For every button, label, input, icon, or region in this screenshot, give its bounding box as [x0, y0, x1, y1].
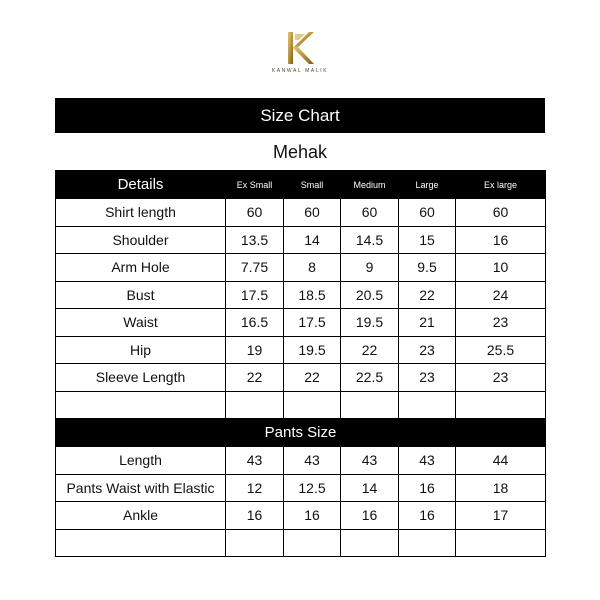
brand-name: KANWAL MALIK — [271, 68, 329, 74]
size-value-cell: 19.5 — [341, 309, 399, 337]
pants-section-row — [56, 419, 546, 447]
row-label: Pants Waist with Elastic — [56, 474, 226, 502]
size-value-cell: 16 — [284, 502, 341, 530]
empty-cell — [456, 529, 546, 557]
size-value-cell: 18 — [456, 474, 546, 502]
size-value-cell: 22 — [341, 336, 399, 364]
size-value-cell: 16 — [226, 502, 284, 530]
size-value-cell: 21 — [399, 309, 456, 337]
empty-row — [56, 391, 546, 419]
row-label: Ankle — [56, 502, 226, 530]
row-label: Hip — [56, 336, 226, 364]
size-value-cell: 9.5 — [399, 254, 456, 282]
row-label: Arm Hole — [56, 254, 226, 282]
size-value-cell: 23 — [456, 364, 546, 392]
size-header-large: Large — [399, 171, 456, 199]
size-value-cell: 17.5 — [226, 281, 284, 309]
size-value-cell: 19 — [226, 336, 284, 364]
size-value-cell: 16 — [456, 226, 546, 254]
size-value-cell: 14 — [341, 474, 399, 502]
size-value-cell: 25.5 — [456, 336, 546, 364]
empty-cell — [341, 391, 399, 419]
product-name: Mehak — [272, 142, 328, 162]
row-label: Sleeve Length — [56, 364, 226, 392]
table-row — [56, 474, 546, 502]
size-value-cell: 22.5 — [341, 364, 399, 392]
size-value-cell: 60 — [399, 199, 456, 227]
size-value-cell: 16 — [341, 502, 399, 530]
size-value-cell: 17 — [456, 502, 546, 530]
size-header-medium: Medium — [341, 171, 399, 199]
size-value-cell: 20.5 — [341, 281, 399, 309]
row-label: Shirt length — [56, 199, 226, 227]
size-value-cell: 19.5 — [284, 336, 341, 364]
size-value-cell: 13.5 — [226, 226, 284, 254]
empty-cell — [456, 391, 546, 419]
row-label: Waist — [56, 309, 226, 337]
size-value-cell: 43 — [341, 447, 399, 475]
size-value-cell: 17.5 — [284, 309, 341, 337]
row-label: Bust — [56, 281, 226, 309]
table-row — [56, 281, 546, 309]
size-value-cell: 43 — [399, 447, 456, 475]
header-row — [56, 171, 546, 199]
empty-cell — [284, 391, 341, 419]
size-value-cell: 16 — [399, 502, 456, 530]
empty-cell — [56, 391, 226, 419]
size-value-cell: 22 — [399, 281, 456, 309]
size-value-cell: 12 — [226, 474, 284, 502]
empty-row — [56, 529, 546, 557]
size-value-cell: 60 — [456, 199, 546, 227]
size-value-cell: 23 — [456, 309, 546, 337]
size-value-cell: 43 — [284, 447, 341, 475]
details-header: Details — [56, 171, 226, 199]
size-value-cell: 24 — [456, 281, 546, 309]
table-row — [56, 199, 546, 227]
empty-cell — [399, 391, 456, 419]
empty-cell — [226, 529, 284, 557]
empty-cell — [284, 529, 341, 557]
empty-cell — [341, 529, 399, 557]
size-value-cell: 60 — [284, 199, 341, 227]
k-monogram-icon — [285, 30, 315, 66]
size-value-cell: 15 — [399, 226, 456, 254]
empty-cell — [56, 529, 226, 557]
empty-cell — [226, 391, 284, 419]
size-value-cell: 10 — [456, 254, 546, 282]
size-value-cell: 9 — [341, 254, 399, 282]
size-value-cell: 23 — [399, 364, 456, 392]
size-value-cell: 14 — [284, 226, 341, 254]
size-value-cell: 44 — [456, 447, 546, 475]
size-value-cell: 43 — [226, 447, 284, 475]
table-row — [56, 254, 546, 282]
size-header-ex-small: Ex Small — [226, 171, 284, 199]
table-row — [56, 226, 546, 254]
size-value-cell: 16.5 — [226, 309, 284, 337]
pants-size-heading: Pants Size — [56, 419, 546, 447]
table-row — [56, 309, 546, 337]
size-value-cell: 12.5 — [284, 474, 341, 502]
empty-cell — [399, 529, 456, 557]
size-header-ex-large: Ex large — [456, 171, 546, 199]
table-row — [56, 502, 546, 530]
table-row — [56, 364, 546, 392]
size-chart-title: Size Chart — [55, 98, 545, 133]
size-value-cell: 22 — [226, 364, 284, 392]
size-value-cell: 7.75 — [226, 254, 284, 282]
row-label: Length — [56, 447, 226, 475]
table-row — [56, 447, 546, 475]
size-value-cell: 60 — [226, 199, 284, 227]
size-value-cell: 18.5 — [284, 281, 341, 309]
brand-logo — [270, 30, 330, 80]
size-value-cell: 8 — [284, 254, 341, 282]
size-chart-table — [55, 170, 546, 557]
size-value-cell: 16 — [399, 474, 456, 502]
size-value-cell: 60 — [341, 199, 399, 227]
size-value-cell: 14.5 — [341, 226, 399, 254]
size-header-small: Small — [284, 171, 341, 199]
table-row — [56, 336, 546, 364]
row-label: Shoulder — [56, 226, 226, 254]
size-value-cell: 23 — [399, 336, 456, 364]
size-value-cell: 22 — [284, 364, 341, 392]
